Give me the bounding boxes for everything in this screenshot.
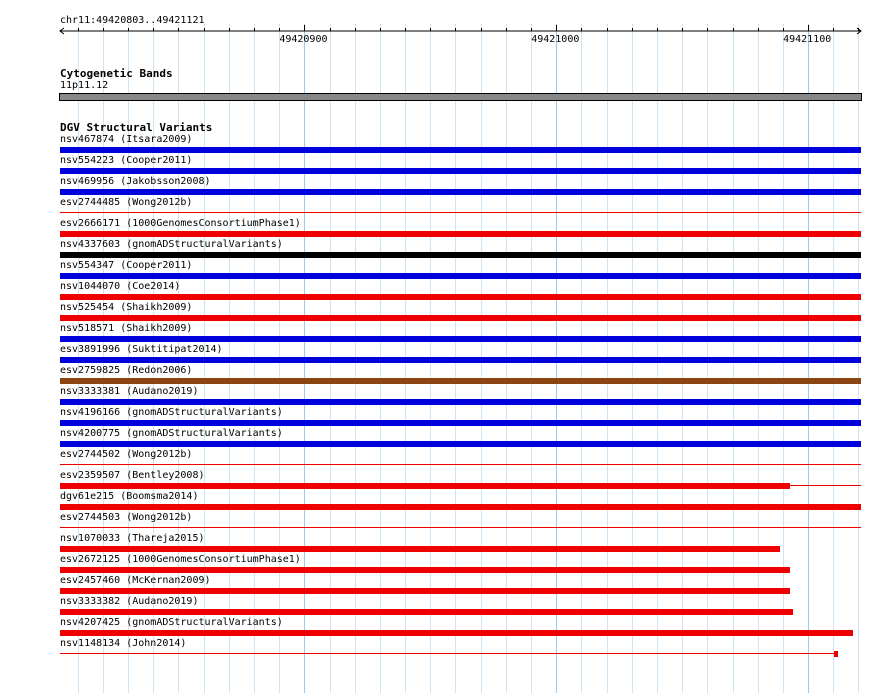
dgv-feature-label: nsv518571 (Shaikh2009) [60, 323, 193, 334]
dgv-feature-bar[interactable] [60, 504, 861, 510]
dgv-feature-label: nsv469956 (Jakobsson2008) [60, 176, 211, 187]
dgv-feature-label: dgv61e215 (Boomsma2014) [60, 491, 199, 502]
dgv-feature-bar[interactable] [60, 399, 861, 405]
dgv-feature-label: esv2759825 (Redon2006) [60, 365, 193, 376]
dgv-feature-label: nsv1148134 (John2014) [60, 638, 187, 649]
dgv-feature-label: nsv1070033 (Thareja2015) [60, 533, 205, 544]
dgv-feature-label: nsv1044070 (Coe2014) [60, 281, 181, 292]
dgv-feature-label: nsv4337603 (gnomADStructuralVariants) [60, 239, 283, 250]
dgv-feature-label: nsv4196166 (gnomADStructuralVariants) [60, 407, 283, 418]
dgv-feature-bar[interactable] [60, 252, 861, 258]
dgv-feature-label: esv2744502 (Wong2012b) [60, 449, 193, 460]
dgv-feature-bar[interactable] [60, 189, 861, 195]
ruler-minor-ticks [79, 25, 859, 31]
dgv-feature-block[interactable] [834, 651, 838, 657]
ruler-tick-label: 49420900 [279, 34, 328, 45]
dgv-feature-label: nsv525454 (Shaikh2009) [60, 302, 193, 313]
dgv-feature-label: esv2744485 (Wong2012b) [60, 197, 193, 208]
dgv-track-title: DGV Structural Variants [60, 121, 213, 134]
dgv-feature-label: nsv4200775 (gnomADStructuralVariants) [60, 428, 283, 439]
cytogenetic-bands-title: Cytogenetic Bands [60, 67, 173, 80]
dgv-feature-bar[interactable] [60, 231, 861, 237]
dgv-feature-label: esv3891996 (Suktitipat2014) [60, 344, 223, 355]
dgv-feature-line[interactable] [60, 464, 861, 465]
ruler-tick-label: 49421100 [783, 34, 832, 45]
dgv-feature-bar[interactable] [60, 483, 790, 489]
dgv-feature-bar[interactable] [60, 546, 780, 552]
dgv-feature-label: nsv3333381 (Audano2019) [60, 386, 199, 397]
dgv-feature-label: esv2672125 (1000GenomesConsortiumPhase1) [60, 554, 301, 565]
dgv-feature-label: nsv3333382 (Audano2019) [60, 596, 199, 607]
ruler[interactable] [0, 0, 890, 50]
dgv-feature-bar[interactable] [60, 420, 861, 426]
dgv-feature-bar[interactable] [60, 609, 793, 615]
dgv-feature-bar[interactable] [60, 147, 861, 153]
dgv-feature-label: nsv554223 (Cooper2011) [60, 155, 193, 166]
dgv-feature-label: esv2457460 (McKernan2009) [60, 575, 211, 586]
dgv-feature-label: esv2744503 (Wong2012b) [60, 512, 193, 523]
dgv-feature-bar[interactable] [60, 567, 790, 573]
dgv-feature-bar[interactable] [60, 441, 861, 447]
dgv-feature-bar[interactable] [60, 588, 790, 594]
dgv-feature-bar[interactable] [60, 168, 861, 174]
dgv-feature-label: nsv554347 (Cooper2011) [60, 260, 193, 271]
dgv-feature-label: esv2359507 (Bentley2008) [60, 470, 205, 481]
dgv-feature-bar[interactable] [60, 630, 853, 636]
dgv-feature-bar[interactable] [60, 357, 861, 363]
dgv-feature-tail[interactable] [790, 485, 861, 486]
dgv-feature-line[interactable] [60, 527, 861, 528]
dgv-feature-bar[interactable] [60, 378, 861, 384]
dgv-feature-bar[interactable] [60, 273, 861, 279]
cytoband-bar[interactable] [59, 93, 862, 101]
dgv-feature-bar[interactable] [60, 315, 861, 321]
dgv-feature-label: nsv467874 (Itsara2009) [60, 134, 193, 145]
location-label: chr11:49420803..49421121 [60, 15, 205, 26]
dgv-feature-line[interactable] [60, 212, 861, 213]
dgv-feature-label: nsv4207425 (gnomADStructuralVariants) [60, 617, 283, 628]
dgv-feature-bar[interactable] [60, 336, 861, 342]
cytoband-label: 11p11.12 [60, 80, 109, 91]
dgv-feature-label: esv2666171 (1000GenomesConsortiumPhase1) [60, 218, 301, 229]
ruler-tick-label: 49421000 [531, 34, 580, 45]
dgv-feature-line[interactable] [60, 653, 836, 654]
dgv-feature-bar[interactable] [60, 294, 861, 300]
